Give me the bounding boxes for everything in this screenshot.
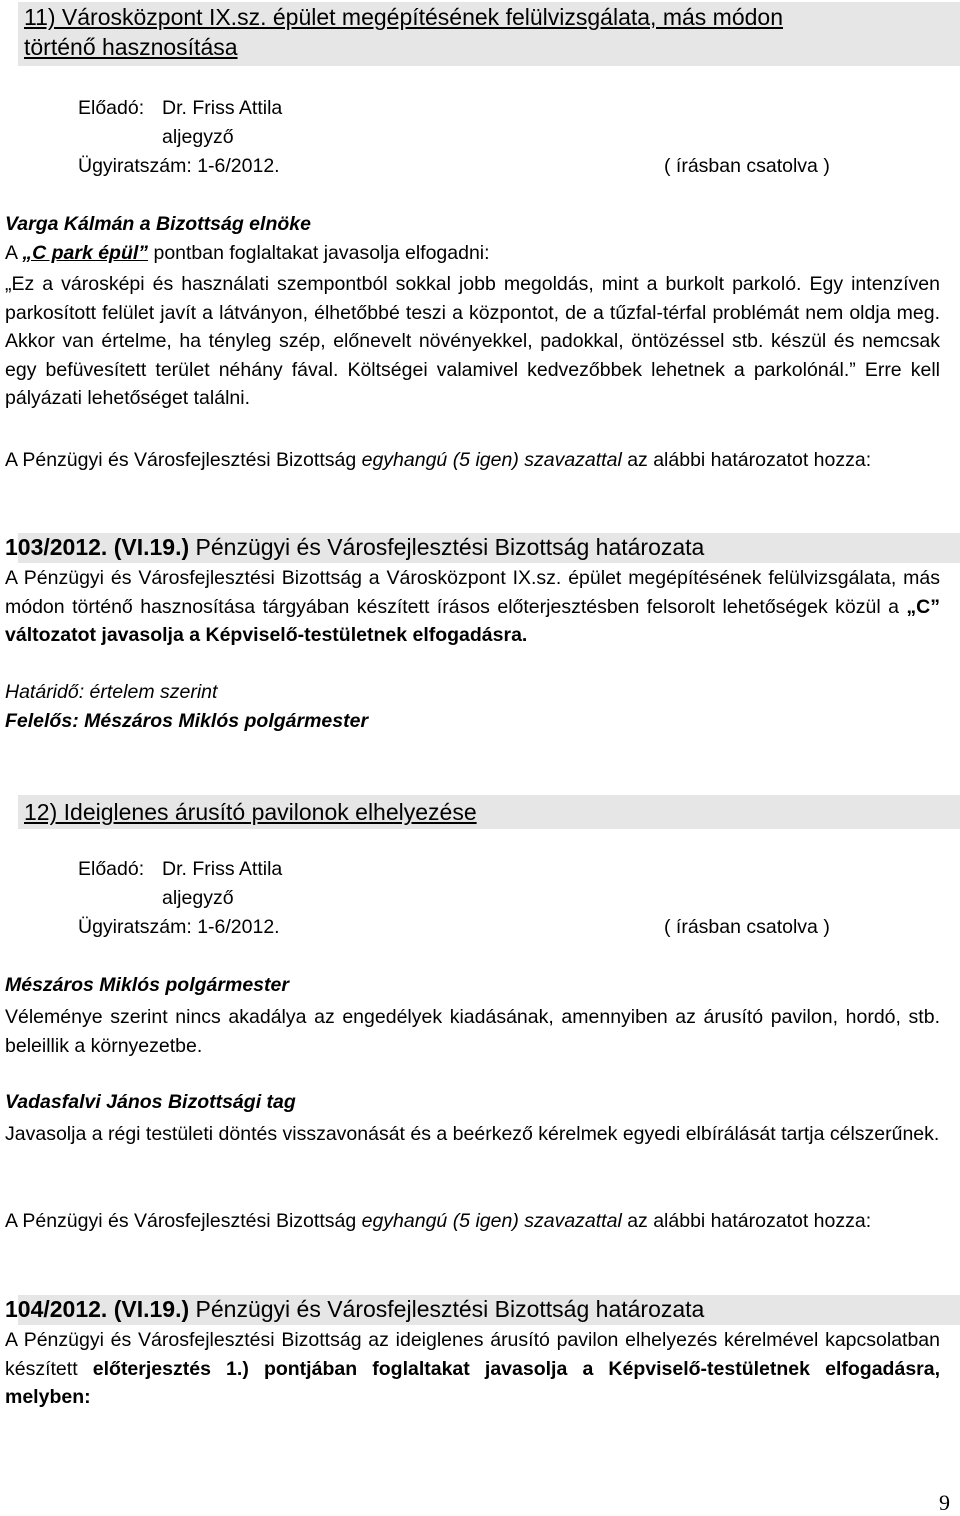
resolution-104-decision: előterjesztés 1.) pontjában foglaltakat javasolja a Képviselő-testületnek elfogadásra, melyben: [5,1357,941,1408]
speaker-vadasfalvi: Vadasfalvi János Bizottsági tag [5,1091,296,1113]
vote-tail: az alábbi határozatot hozza: [621,449,872,471]
speaker-vadasfalvi-text: Javasolja a régi testületi döntés visszavonását és a beérkező kérelmek egyedi elbírálását tartja célszerűnek. [5,1123,940,1145]
resolution-104-text [5,1326,940,1412]
resolution-103-body: A Pénzügyi és Városfejlesztési Bizottság a Városközpont IX.sz. épület megépítésének felülvizsgálata, más módon történő hasznosítása tárgyában készített írásos előterjesztésben felsorolt lehetőségek közül a [5,567,940,618]
c-park-label: „C park épül” [22,242,149,264]
speaker-varga-intro [5,242,490,265]
vote-result: egyhangú (5 igen) szavazattal [361,449,622,471]
vote-statement-12 [5,1207,940,1236]
presenter-label: Előadó: [78,97,145,119]
resolution-103-text [5,564,940,650]
quote-paragraph: „Ez a városképi és használati szempontból sokkal jobb megoldás, mint a burkolt parkoló. Egy intenzíven parkosított felület javít a látványon, élhetőbbé teszi a központot, de a tűzfal-térfal problémát nem oldja meg. Akkor van értelme, ha tényleg szép, előnevelt növényekkel, padokkal, öntözéssel stb. készül és nemcsak egy befüvesített terület néhány fával. Költségei valamivel kedvezőbbek lehetnek a parkolónál.” Erre kell pályázati lehetőséget találni. [5,273,940,409]
speaker-meszaros-text: Véleménye szerint nincs akadálya az engedélyek kiadásának, amennyiben az árusító pavilon, hordó, stb. beleillik a környezetbe. [5,1006,940,1057]
file-number-12: Ügyiratszám: 1-6/2012. [78,916,280,938]
presenter-role-12: aljegyző [162,887,234,909]
speaker-varga: Varga Kálmán a Bizottság elnöke [5,213,311,235]
presenter-name-12: Dr. Friss Attila [162,858,283,880]
vote-statement-11 [5,446,940,475]
vote-result-12: egyhangú (5 igen) szavazattal [361,1210,622,1232]
resolution-104-heading [5,1296,704,1323]
resolution-103-title: Pénzügyi és Városfejlesztési Bizottság határozata [189,534,705,560]
deadline: Határidő: értelem szerint [5,681,218,703]
attached-note-12: ( írásban csatolva ) [664,916,830,938]
intro-prefix: A [5,242,23,264]
vote-committee-12: A Pénzügyi és Városfejlesztési Bizottság [5,1210,362,1232]
resolution-103-decision: változatot javasolja a Képviselő-testületnek elfogadásra. [5,624,528,646]
speaker-meszaros: Mészáros Miklós polgármester [5,974,289,996]
page-number: 9 [939,1490,950,1515]
presenter-role: aljegyző [162,126,234,148]
resolution-103-number: 103/2012. (VI.19.) [5,534,190,560]
variant-c: „C” [906,595,940,618]
presenter-label-12: Előadó: [78,858,145,880]
resolution-104-body: A Pénzügyi és Városfejlesztési Bizottság az ideiglenes árusító pavilon elhelyezés kérelmével kapcsolatban készített [5,1329,940,1380]
presenter-name: Dr. Friss Attila [162,97,283,119]
resolution-104-number: 104/2012. (VI.19.) [5,1296,190,1322]
attached-note: ( írásban csatolva ) [664,155,830,177]
intro-suffix: pontban foglaltakat javasolja elfogadni: [148,242,490,264]
vote-committee: A Pénzügyi és Városfejlesztési Bizottság [5,449,362,471]
responsible: Felelős: Mészáros Miklós polgármester [5,710,369,732]
section-11-title-line2: történő hasznosítása [24,34,238,60]
vote-tail-12: az alábbi határozatot hozza: [621,1210,872,1232]
resolution-103-heading [5,534,704,561]
resolution-104-title: Pénzügyi és Városfejlesztési Bizottság határozata [189,1296,705,1322]
section-12-title: 12) Ideiglenes árusító pavilonok elhelyezése [24,799,477,825]
section-11-title-line1: 11) Városközpont IX.sz. épület megépítésének felülvizsgálata, más módon [24,4,783,30]
file-number: Ügyiratszám: 1-6/2012. [78,155,280,177]
